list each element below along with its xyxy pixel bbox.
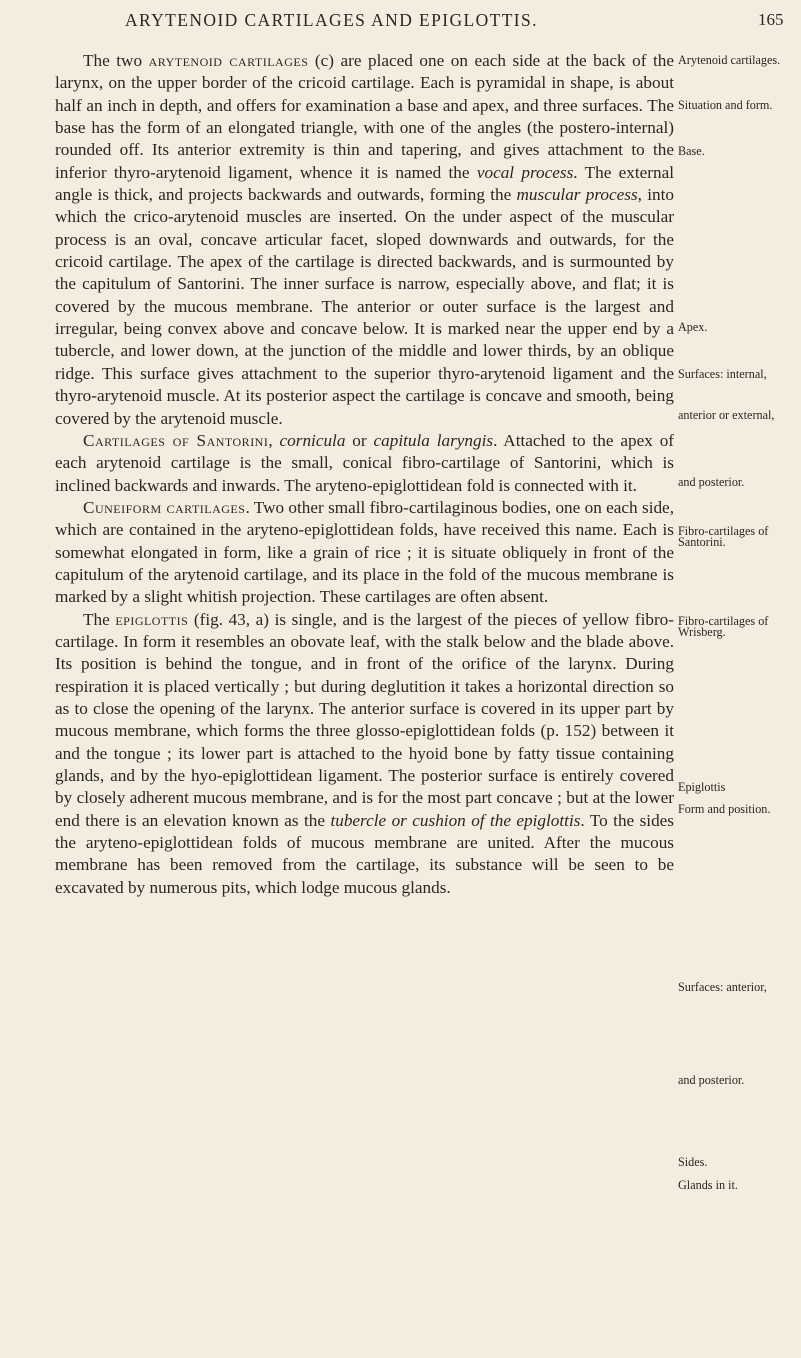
body-text [55, 50, 674, 899]
running-head-title: ARYTENOID CARTILAGES AND EPIGLOTTIS. [125, 10, 538, 30]
margin-note: Apex. [678, 320, 708, 334]
margin-note: Sides. [678, 1155, 708, 1169]
paragraph-arytenoid: The two arytenoid cartilages (c) are placed one on each side at the back of the larynx, on the upper border of the cricoid cartilage. Each is pyramidal in shape, is about half an inch in depth, and offers for examination a base and apex, and three surfaces. The base has the form of an elongated triangle, with one of the angles (the postero-internal) rounded off. Its anterior extremity is thin and tapering, and gives attachment to the inferior thyro-arytenoid ligament, whence it is named the vocal process. The external angle is thick, and projects backwards and outwards, forming the muscular process, into which the crico-arytenoid muscles are inserted. On the under aspect of the muscular process is an oval, concave articular facet, sloped downwards and outwards, for the cricoid cartilage. The apex of the cartilage is directed backwards, and is surmounted by the capitulum of Santorini. The inner surface is narrow, especially above, and flat; it is covered by the mucous membrane. The anterior or outer surface is the largest and irregular, being convex above and concave below. It is marked near the upper end by a tubercle, and lower down, at the junction of the middle and lower thirds, by an oblique ridge. This surface gives attachment to the superior thyro-arytenoid ligament and the thyro-arytenoid muscle. At its posterior aspect the cartilage is concave and smooth, being covered by the arytenoid muscle. [55, 51, 674, 428]
paragraph-epiglottis: The epiglottis (fig. 43, a) is single, and is the largest of the pieces of yellow fibro-cartilage. In form it resembles an obovate leaf, with the stalk below and the blade above. Its position is behind the tongue, and in front of the orifice of the larynx. During respiration it is placed vertically ; but during deglutition it takes a horizontal direction so as to close the opening of the larynx. The anterior surface is covered in its upper part by mucous membrane, which forms the three glosso-epiglottidean folds (p. 152) between it and the tongue ; its lower part is attached to the hyoid bone by fatty tissue containing glands, and by the hyo-epiglottidean ligament. The posterior surface is entirely covered by closely adherent mucous membrane, and is for the most part concave ; but at the lower end there is an elevation known as the tubercle or cushion of the epiglottis. To the sides the aryteno-epiglottidean folds of mucous membrane are united. After the mucous membrane has been removed from the cartilage, its substance will be seen to be excavated by numerous pits, which lodge mucous glands. [55, 609, 674, 897]
margin-note: Fibro-cartilages of Santorini. [678, 524, 769, 550]
margin-note: and posterior. [678, 1073, 745, 1087]
margin-note: Epiglottis [678, 780, 726, 794]
margin-note: Glands in it. [678, 1178, 738, 1192]
term-epiglottis: epiglottis [115, 609, 189, 629]
margin-note: Fibro-cartilages of Wrisberg. [678, 614, 769, 640]
margin-note: Situation and form. [678, 98, 773, 112]
running-header [0, 10, 801, 40]
margin-note: Form and position. [678, 802, 771, 816]
margin-note: Surfaces: anterior, [678, 980, 767, 994]
term-muscular-process: muscular process [516, 185, 638, 205]
term-vocal-process: vocal process [476, 162, 574, 182]
margin-note: Arytenoid cartilages. [678, 53, 781, 67]
paragraph-cuneiform: Cuneiform cartilages. Two other small fibro-cartilaginous bodies, one on each side, which are contained in the aryteno-epiglottidean folds, have received this name. Each is somewhat elongated in form, like a grain of rice ; it is situate obliquely in front of the capitulum of the arytenoid cartilage, and its place in the fold of the mucous membrane is marked by a slight whitish projection. These cartilages are often absent. [55, 497, 674, 607]
page-number: 165 [758, 10, 784, 29]
paragraph-santorini: Cartilages of Santorini, cornicula or capitula laryngis. Attached to the apex of each arytenoid cartilage is the small, conical fibro-cartilage of Santorini, which is inclined backwards and inwards. The aryteno-epiglottidean fold is connected with it. [55, 430, 675, 495]
term-santorini: Cartilages of Santorini [83, 430, 269, 450]
margin-note: Surfaces: internal, [678, 367, 767, 381]
margin-note: anterior or external, [678, 408, 775, 422]
margin-note: and posterior. [678, 475, 745, 489]
term-cuneiform: Cuneiform cartilages [83, 497, 246, 517]
margin-note: Base. [678, 144, 705, 158]
term-cushion: tubercle or cushion of the epiglottis [330, 810, 581, 830]
term-arytenoid: arytenoid cartilages [148, 51, 309, 70]
